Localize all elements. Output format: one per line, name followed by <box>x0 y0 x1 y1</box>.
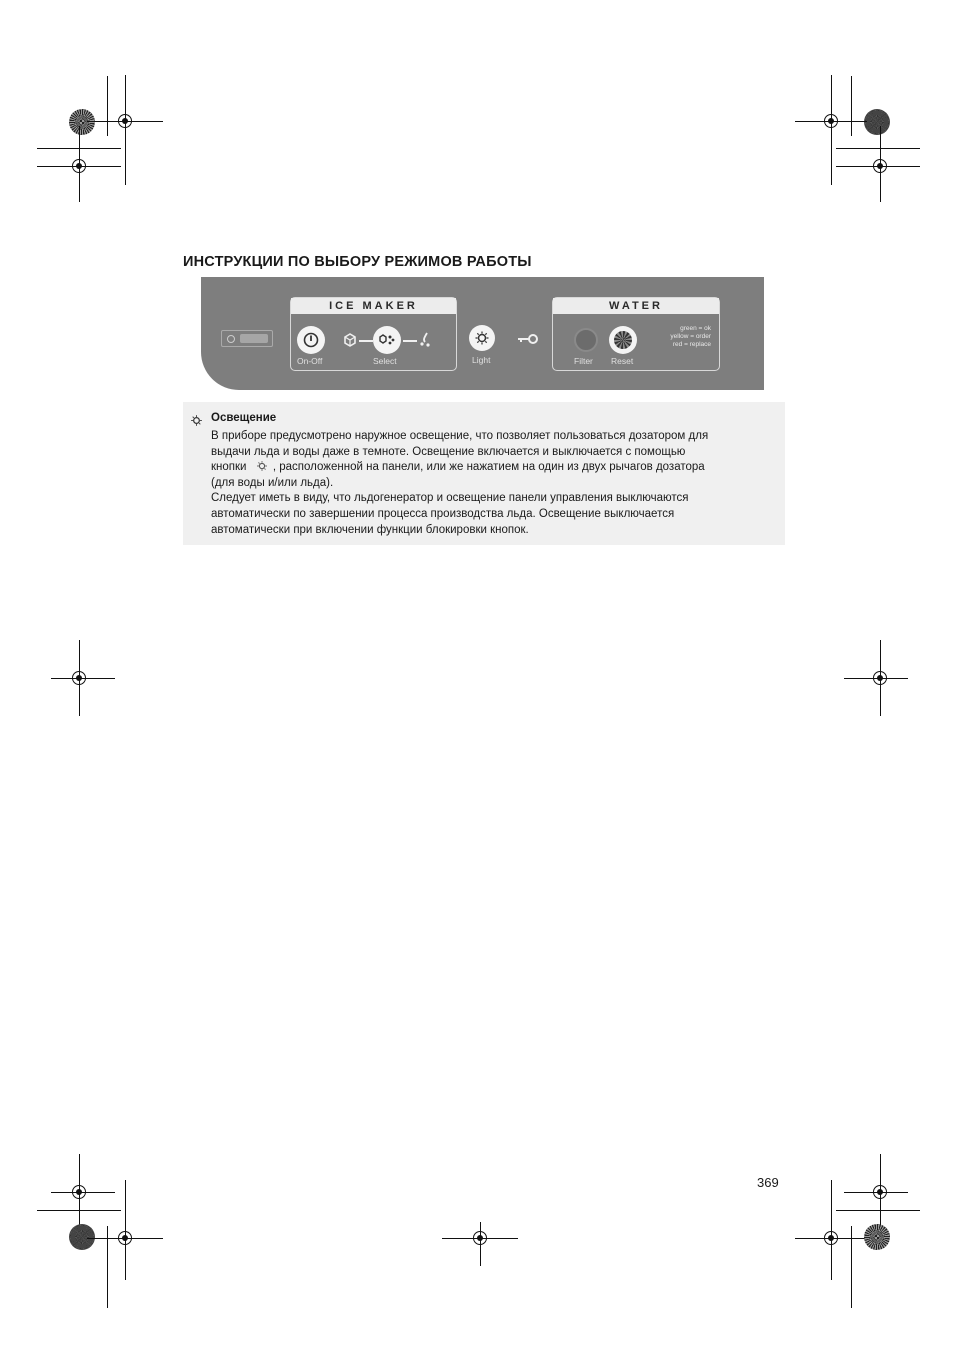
ice-cube-icon <box>342 332 358 348</box>
crushed-ice-icon <box>377 331 397 349</box>
crop-line <box>836 1210 920 1211</box>
crop-line <box>107 76 108 136</box>
power-icon <box>302 331 320 349</box>
crop-line <box>851 1226 852 1308</box>
crop-line <box>37 1210 121 1211</box>
color-target-icon <box>864 109 890 135</box>
note-line: (для воды и/или льда). <box>211 476 334 489</box>
on-off-label: On-Off <box>297 356 323 366</box>
crop-line <box>851 76 852 136</box>
note-line <box>211 460 783 476</box>
ice-maker-title: ICE MAKER <box>291 298 456 314</box>
legend-red: red = replace <box>672 341 711 348</box>
key-icon <box>517 333 539 345</box>
color-target-icon <box>69 1224 95 1250</box>
note-line: автоматически при включении функции блокировки кнопок. <box>211 523 529 536</box>
lock-indicator-icon <box>221 330 273 347</box>
filter-status-legend <box>670 325 711 349</box>
connector-line <box>403 340 417 342</box>
light-bulb-icon <box>256 460 268 472</box>
section-heading: ИНСТРУКЦИИ ПО ВЫБОРУ РЕЖИМОВ РАБОТЫ <box>183 254 532 270</box>
color-target-icon <box>69 109 95 135</box>
note-line: выдачи льда и воды даже в темноте. Освещение включается и выключается с помощью <box>211 445 686 458</box>
note-line: В приборе предусмотрено наружное освещение, что позволяет пользоваться дозатором для <box>211 430 709 442</box>
water-title: WATER <box>553 298 719 314</box>
control-panel-image <box>201 277 764 390</box>
note-body <box>211 429 783 538</box>
connector-line <box>359 340 373 342</box>
crop-line <box>107 1226 108 1308</box>
note-inline-text: , расположенной на панели, или же нажатием на один из двух рычагов дозатора <box>272 461 705 474</box>
select-button[interactable] <box>373 326 401 354</box>
light-bulb-icon <box>190 414 203 427</box>
note-line: Следует иметь в виду, что льдогенератор и освещение панели управления выключаются <box>211 492 689 505</box>
note-line: автоматически по завершении процесса производства льда. Освещение выключается <box>211 507 675 520</box>
ice-maker-group <box>290 297 457 371</box>
filter-indicator <box>574 328 598 352</box>
reset-button[interactable] <box>609 326 637 354</box>
filter-label: Filter <box>574 356 593 366</box>
crop-line <box>836 148 920 149</box>
light-bulb-icon <box>474 330 490 346</box>
note-inline-text: кнопки <box>211 461 247 474</box>
reset-grid-icon <box>614 331 632 349</box>
page-number: 369 <box>757 1175 779 1190</box>
light-label: Light <box>472 355 491 365</box>
on-off-button[interactable] <box>297 326 325 354</box>
reset-label: Reset <box>611 356 634 366</box>
legend-yellow: yellow = order <box>670 333 711 340</box>
legend-green: green = ok <box>680 325 711 332</box>
color-target-icon <box>864 1224 890 1250</box>
light-note-box <box>183 402 785 545</box>
crop-line <box>37 148 121 149</box>
select-label: Select <box>373 356 397 366</box>
water-drop-icon <box>418 331 434 349</box>
light-button[interactable] <box>469 325 495 351</box>
water-group <box>552 297 720 371</box>
note-title: Освещение <box>211 412 277 424</box>
